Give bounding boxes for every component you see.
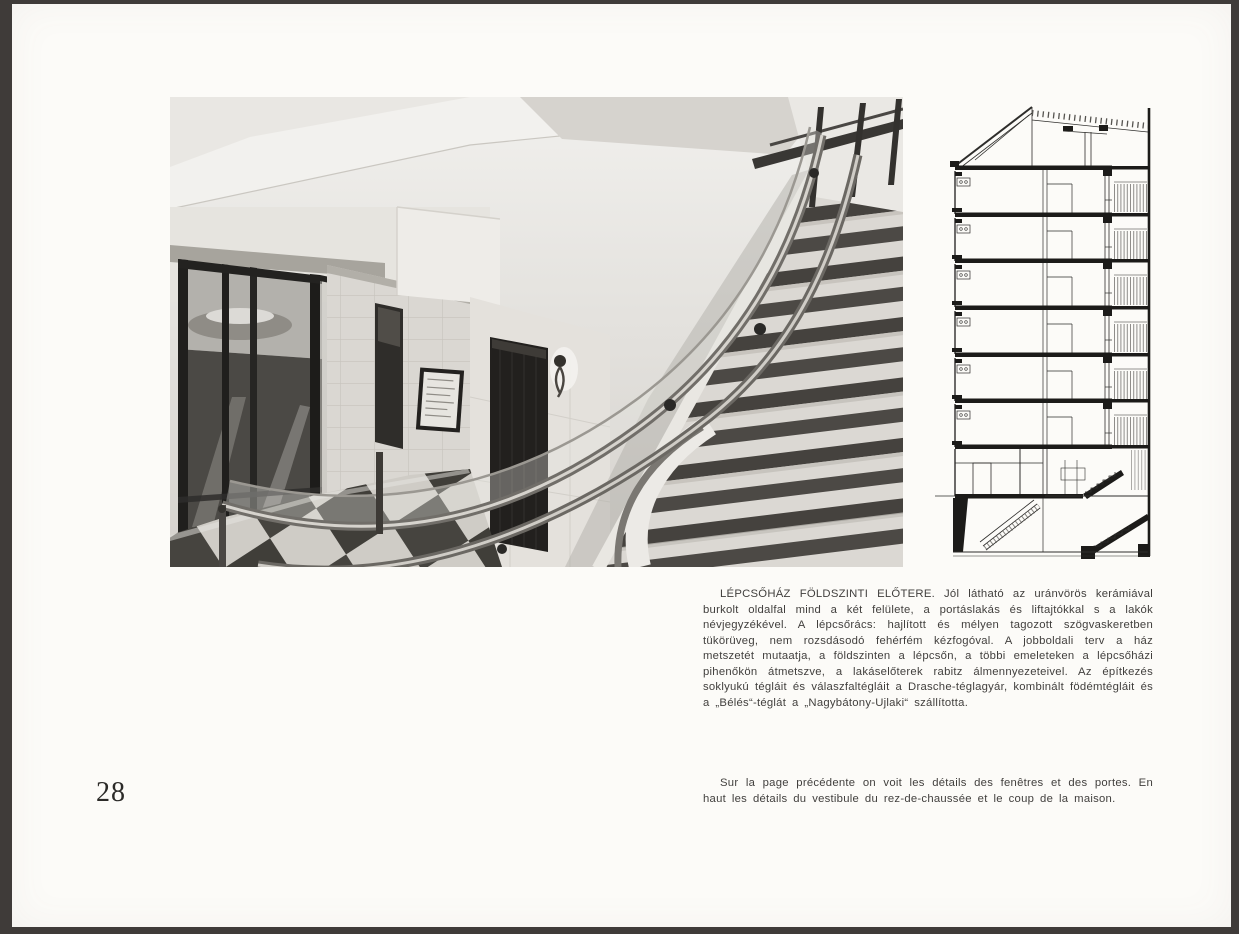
page-number: 28: [96, 777, 126, 808]
caption-hungarian-body: Jól látható az uránvörös kerámiával burkolt oldalfal mind a két felülete, a portáslakás és liftajtókkal s a lakók névjegyzékével. A lépcsőrács: hajlított és mélyen tagozott szögvaskeretben tükörüveg, nem rozsdásodó fehérfém kézfogóval. A jobboldali terv a ház metszetét mutaatja, a földszinten a lépcsőn, a többi emeleteken a lépcsőházi pihenőkön átmetszve, a lakáselőterek rabitz álmennyezeteivel. Az építkezés soklyukú tégláit és válaszfaltégláit a Drasche-téglagyár, kombinált födémtégláit és a „Bélés“-téglát a „Nagybátony-Ujlaki“ szállította.: [703, 588, 1153, 709]
caption-hungarian-heading: LÉPCSŐHÁZ FÖLDSZINTI ELŐTERE.: [720, 588, 935, 600]
section-drawing-art: [935, 100, 1160, 565]
staircase-photo-art: [170, 97, 903, 567]
caption-french-body: Sur la page précédente on voit les détails des fenêtres et des portes. En haut les détails du vestibule du rez-de-chaussée et le coup de la maison.: [703, 777, 1153, 805]
book-page: [12, 4, 1231, 927]
staircase-lobby-photo: [170, 97, 903, 567]
notice-board: [416, 368, 464, 433]
caption-hungarian: [703, 587, 1153, 711]
caption-french: [703, 776, 1153, 807]
building-section-drawing: [935, 100, 1160, 565]
